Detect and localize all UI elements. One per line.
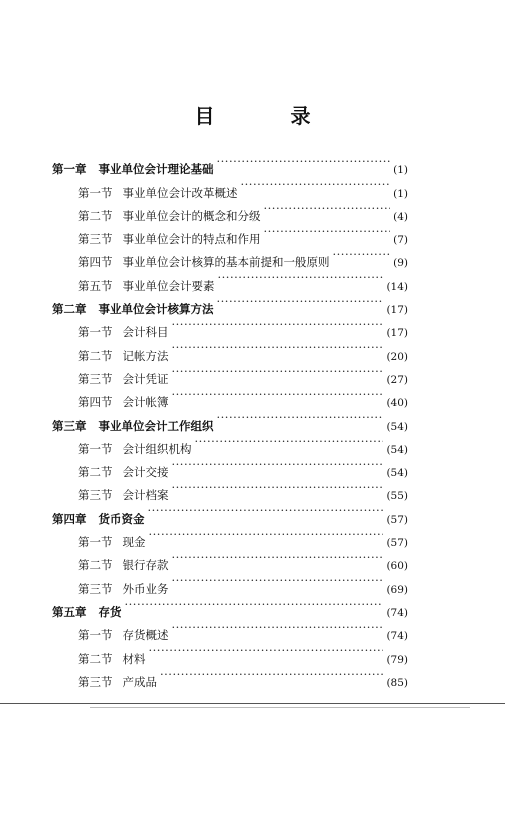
toc-entry-page: (14) (386, 280, 408, 293)
toc-entry-title: 事业单位会计改革概述 (122, 185, 238, 200)
toc-entry-title: 银行存款 (122, 558, 169, 573)
toc-section-entry (52, 220, 408, 247)
toc-leader-dots (172, 546, 384, 569)
toc-section-entry (52, 616, 408, 643)
toc-chapter-entry (52, 593, 408, 619)
toc-section-entry (52, 243, 408, 270)
toc-entry-number: 第一节 (78, 185, 113, 200)
toc-entry-page: (17) (386, 304, 408, 317)
toc-leader-dots (241, 173, 391, 196)
toc-entry-number: 第二章 (52, 302, 87, 317)
toc-entry-page: (74) (386, 630, 408, 643)
toc-section-entry (52, 663, 408, 689)
toc-leader-dots (264, 197, 391, 220)
toc-entry-title: 现金 (122, 535, 146, 550)
toc-section-entry (52, 453, 408, 480)
toc-entry-number: 第五章 (52, 604, 87, 619)
toc-leader-dots (217, 290, 384, 313)
toc-entry-page: (1) (393, 164, 408, 177)
toc-entry-number: 第二节 (78, 465, 113, 480)
toc-section-entry (52, 336, 408, 363)
toc-entry-title: 会计交接 (122, 465, 169, 480)
toc-leader-dots (172, 313, 384, 336)
toc-entry-page: (20) (386, 350, 408, 363)
toc-entry-page: (54) (386, 443, 408, 456)
footer-rule (0, 703, 505, 704)
toc-entry-page: (74) (386, 606, 408, 619)
toc-chapter-entry (52, 499, 408, 526)
toc-entry-number: 第五节 (78, 278, 113, 293)
toc-section-entry (52, 197, 408, 223)
toc-entry-number: 第三节 (78, 581, 113, 596)
toc-leader-dots (125, 593, 384, 616)
toc-leader-dots (172, 569, 384, 592)
toc-entry-number: 第三章 (52, 418, 87, 433)
toc-entry-number: 第三节 (78, 371, 113, 386)
toc-entry-page: (54) (386, 420, 408, 433)
toc-entry-page: (17) (386, 327, 408, 340)
toc-leader-dots (172, 453, 384, 476)
toc-entry-title: 事业单位会计的概念和分级 (122, 208, 261, 223)
toc-entry-title: 事业单位会计核算的基本前提和一般原则 (122, 255, 330, 270)
toc-section-entry (52, 523, 408, 550)
toc-entry-page: (7) (393, 234, 408, 247)
table-of-contents (52, 150, 408, 689)
toc-leader-dots (217, 150, 391, 173)
toc-entry-number: 第一节 (78, 535, 113, 550)
toc-chapter-entry (52, 290, 408, 317)
toc-entry-page: (27) (386, 373, 408, 386)
toc-entry-page: (60) (386, 560, 408, 573)
toc-leader-dots (148, 499, 384, 522)
toc-section-entry (52, 360, 408, 386)
toc-entry-page: (55) (386, 490, 408, 503)
toc-entry-title: 事业单位会计的特点和作用 (122, 232, 261, 247)
toc-section-entry (52, 639, 408, 666)
toc-section-entry (52, 569, 408, 596)
toc-entry-title: 存货概述 (122, 628, 169, 643)
toc-entry-page: (57) (386, 513, 408, 526)
footer-rule-secondary (90, 707, 470, 708)
toc-entry-number: 第一节 (78, 325, 113, 340)
toc-entry-number: 第二节 (78, 558, 113, 573)
toc-leader-dots (195, 430, 384, 453)
toc-entry-number: 第三节 (78, 674, 113, 689)
toc-entry-number: 第二节 (78, 348, 113, 363)
toc-entry-title: 记帐方法 (122, 348, 169, 363)
toc-section-entry (52, 430, 408, 456)
toc-entry-title: 会计档案 (122, 488, 169, 503)
toc-section-entry (52, 546, 408, 573)
page-title: 目 录 (194, 104, 339, 128)
toc-section-entry (52, 173, 408, 200)
toc-leader-dots (264, 220, 391, 243)
toc-leader-dots (172, 383, 384, 406)
toc-entry-page: (79) (386, 653, 408, 666)
toc-entry-title: 会计科目 (122, 325, 169, 340)
toc-chapter-entry (52, 150, 408, 177)
toc-chapter-entry (52, 406, 408, 433)
toc-entry-number: 第四节 (78, 395, 113, 410)
toc-entry-page: (1) (393, 187, 408, 200)
toc-leader-dots (217, 406, 384, 429)
toc-leader-dots (172, 360, 384, 383)
toc-entry-title: 事业单位会计理论基础 (98, 162, 214, 177)
toc-entry-title: 外币业务 (122, 581, 169, 596)
toc-entry-number: 第二节 (78, 208, 113, 223)
toc-entry-page: (54) (386, 467, 408, 480)
toc-leader-dots (160, 663, 383, 686)
toc-section-entry (52, 313, 408, 340)
toc-entry-title: 存货 (98, 604, 122, 619)
toc-section-entry (52, 266, 408, 293)
toc-entry-page: (9) (393, 257, 408, 270)
toc-entry-number: 第三节 (78, 232, 113, 247)
toc-leader-dots (172, 476, 384, 499)
toc-entry-number: 第四章 (52, 511, 87, 526)
toc-entry-title: 会计组织机构 (122, 441, 192, 456)
toc-entry-page: (40) (386, 397, 408, 410)
toc-leader-dots (149, 523, 384, 546)
toc-entry-page: (85) (386, 676, 408, 689)
toc-entry-title: 事业单位会计工作组织 (98, 418, 214, 433)
toc-entry-title: 产成品 (122, 674, 157, 689)
toc-section-entry (52, 383, 408, 410)
toc-entry-page: (69) (386, 583, 408, 596)
toc-entry-number: 第一章 (52, 162, 87, 177)
toc-leader-dots (218, 266, 384, 289)
toc-entry-title: 会计凭证 (122, 371, 169, 386)
toc-entry-title: 事业单位会计要素 (122, 278, 215, 293)
toc-entry-title: 会计帐簿 (122, 395, 169, 410)
toc-leader-dots (149, 639, 384, 662)
toc-entry-number: 第四节 (78, 255, 113, 270)
toc-entry-number: 第一节 (78, 441, 113, 456)
toc-entry-title: 事业单位会计核算方法 (98, 302, 214, 317)
toc-entry-number: 第一节 (78, 628, 113, 643)
toc-section-entry (52, 476, 408, 503)
toc-leader-dots (333, 243, 391, 266)
toc-entry-page: (4) (393, 210, 408, 223)
toc-leader-dots (172, 336, 384, 359)
toc-leader-dots (172, 616, 384, 639)
toc-entry-number: 第三节 (78, 488, 113, 503)
toc-entry-number: 第二节 (78, 651, 113, 666)
toc-entry-title: 材料 (122, 651, 146, 666)
toc-entry-page: (57) (386, 537, 408, 550)
toc-entry-title: 货币资金 (98, 511, 145, 526)
